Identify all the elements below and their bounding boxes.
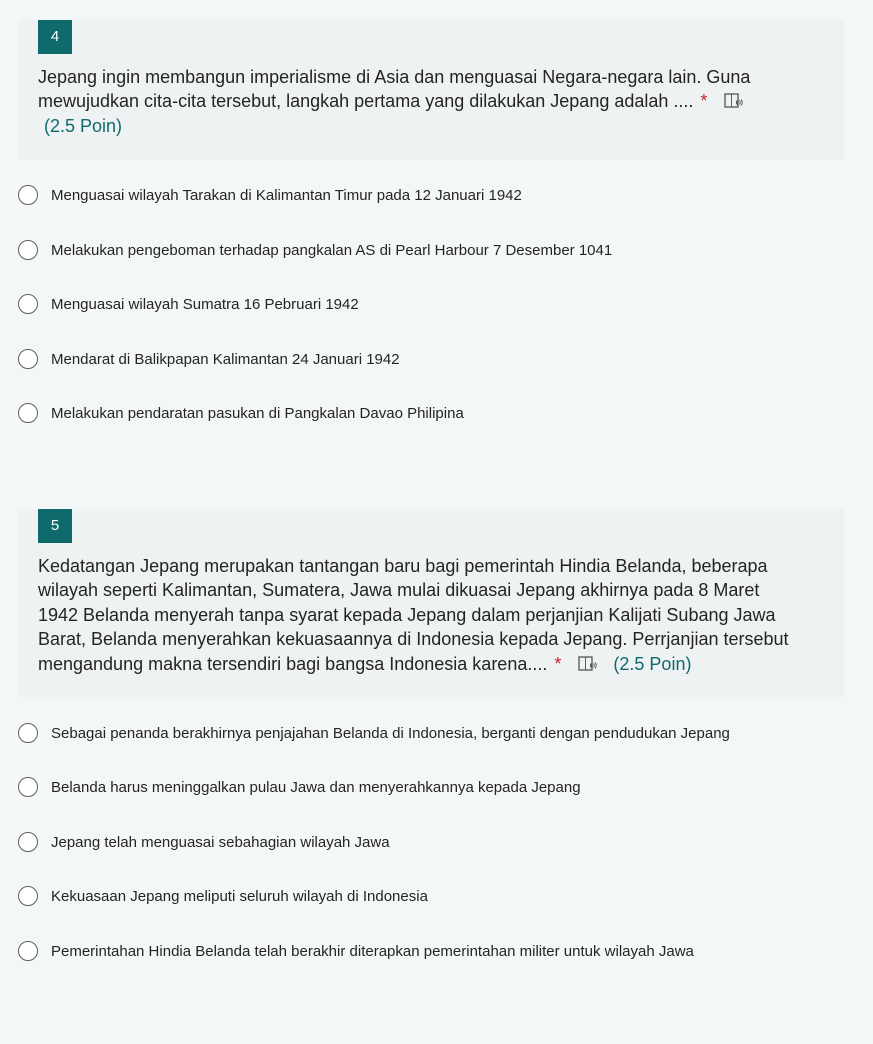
option-label: Pemerintahan Hindia Belanda telah berakhir diterapkan pemerintahan militer untuk wilayah Jawa [51,942,694,960]
radio-button[interactable] [18,403,38,423]
option-label: Sebagai penanda berakhirnya penjajahan Belanda di Indonesia, berganti dengan pendudukan Jepang [51,724,730,742]
immersive-reader-icon[interactable] [724,92,744,110]
radio-button[interactable] [18,294,38,314]
required-asterisk: * [700,91,708,112]
question-text-line: Jepang ingin membangun imperialisme di Asia dan menguasai Negara-negara lain. Guna [38,67,751,87]
points-label: (2.5 Poin) [44,115,123,136]
question-text [38,65,828,138]
option-radio[interactable] [18,180,838,210]
radio-button[interactable] [18,185,38,205]
question-text-line: Barat, Belanda menyerahkan kekuasaannya di Indonesia kepada Jepang. Perrjanjian tersebut [38,629,789,650]
option-radio[interactable] [18,289,838,319]
option-label: Menguasai wilayah Sumatra 16 Pebruari 1942 [51,295,359,313]
points-label: (2.5 Poin) [613,653,692,674]
radio-button[interactable] [18,723,38,743]
option-label: Jepang telah menguasai sebahagian wilayah Jawa [51,833,390,851]
option-radio[interactable] [18,235,838,265]
option-label: Menguasai wilayah Tarakan di Kalimantan Timur pada 12 Januari 1942 [51,186,522,204]
option-radio[interactable] [18,398,838,428]
option-radio[interactable] [18,936,838,966]
radio-button[interactable] [18,832,38,852]
required-asterisk: * [554,653,562,674]
immersive-reader-icon[interactable] [578,655,598,673]
question-text-line: mewujudkan cita-cita tersebut, langkah pertama yang dilakukan Jepang adalah .... [38,91,694,112]
question-text-line: mengandung makna tersendiri bagi bangsa Indonesia karena.... [38,653,548,674]
question-text-line: wilayah seperti Kalimantan, Sumatera, Jawa mulai dikuasai Jepang akhirnya pada 8 Maret [38,580,760,601]
option-radio[interactable] [18,827,838,857]
option-radio[interactable] [18,344,838,374]
radio-button[interactable] [18,240,38,260]
option-label: Kekuasaan Jepang meliputi seluruh wilayah di Indonesia [51,887,428,905]
question-text [38,554,828,676]
question-number-badge: 4 [38,20,72,54]
question-text-line: 1942 Belanda menyerah tanpa syarat kepada Jepang dalam perjanjian Kalijati Subang Jawa [38,604,776,625]
option-radio[interactable] [18,881,838,911]
radio-button[interactable] [18,777,38,797]
radio-button[interactable] [18,886,38,906]
option-label: Melakukan pengeboman terhadap pangkalan AS di Pearl Harbour 7 Desember 1041 [51,241,613,259]
question-number-badge: 5 [38,509,72,543]
option-radio[interactable] [18,718,838,748]
option-label: Belanda harus meninggalkan pulau Jawa dan menyerahkannya kepada Jepang [51,778,581,796]
radio-button[interactable] [18,941,38,961]
question-text-line: Kedatangan Jepang merupakan tantangan baru bagi pemerintah Hindia Belanda, beberapa [38,556,768,576]
radio-button[interactable] [18,349,38,369]
option-radio[interactable] [18,772,838,802]
option-label: Melakukan pendaratan pasukan di Pangkalan Davao Philipina [51,404,464,422]
option-label: Mendarat di Balikpapan Kalimantan 24 Januari 1942 [51,350,400,368]
